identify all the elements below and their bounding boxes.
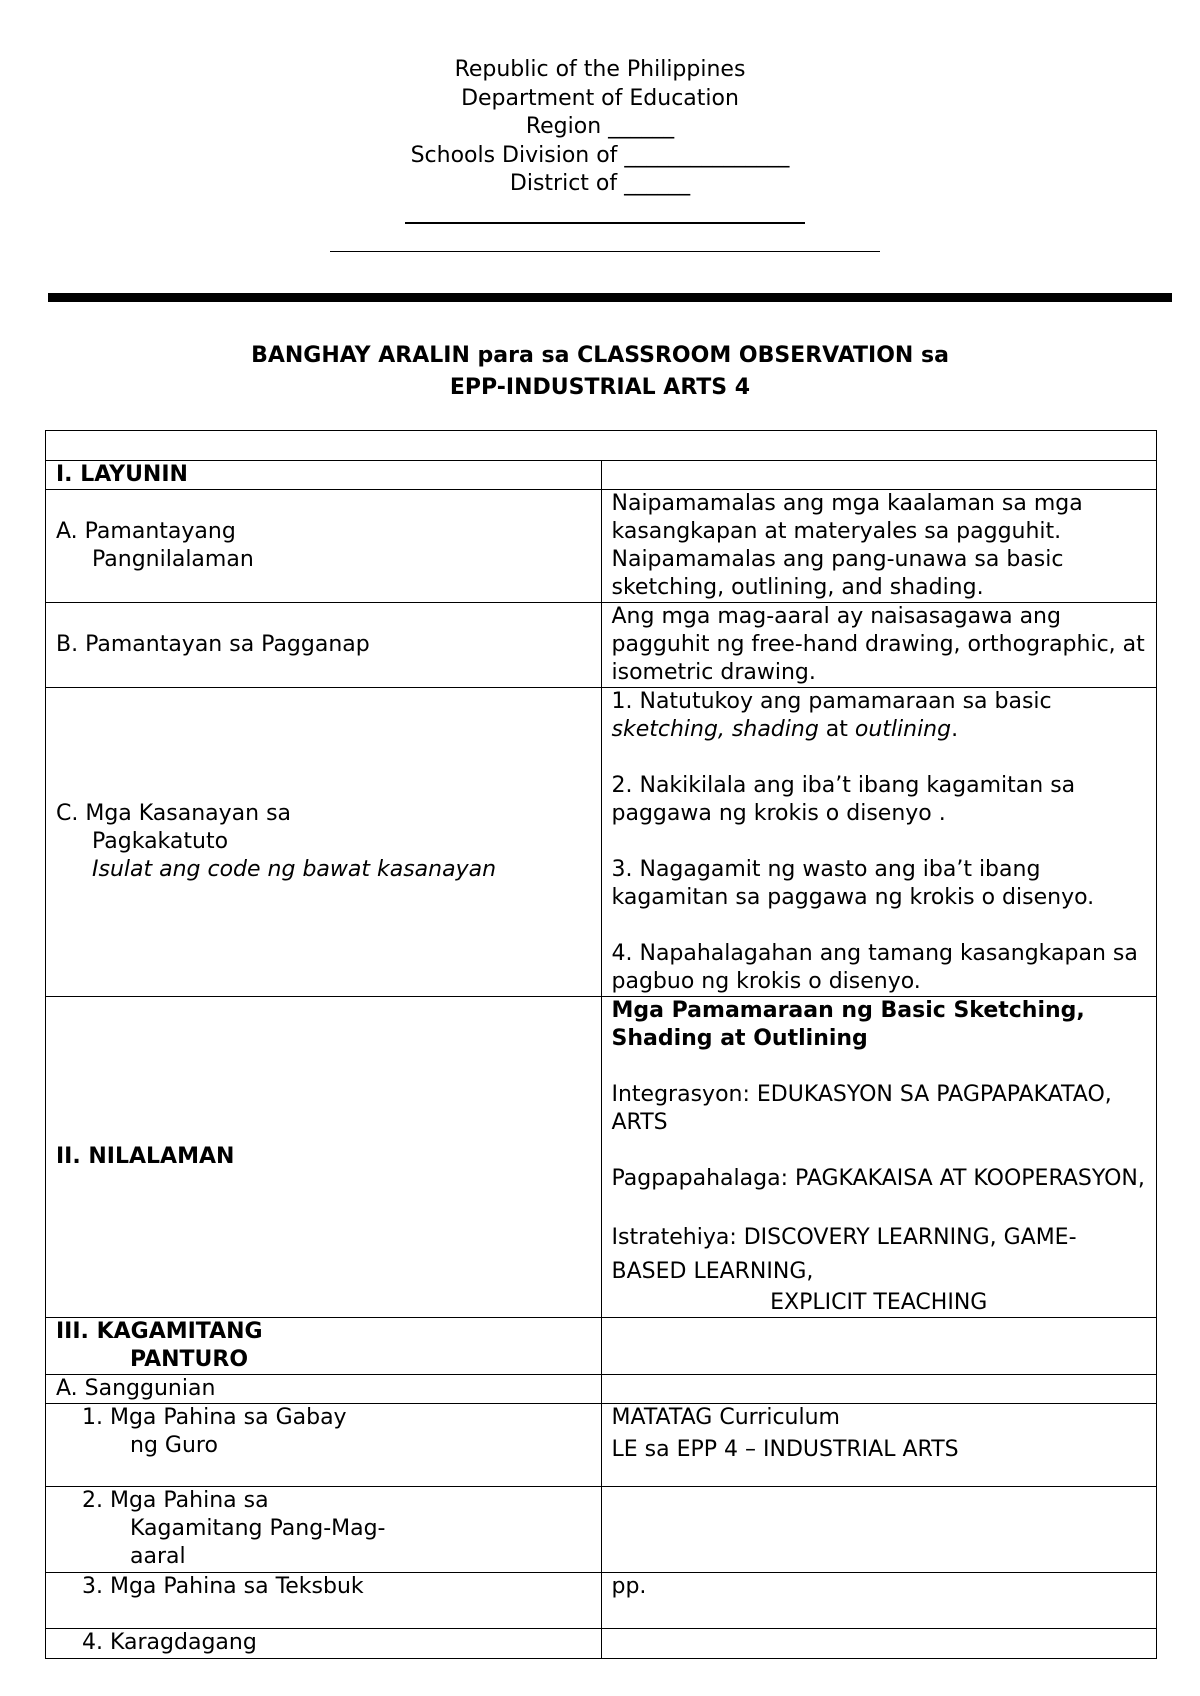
- header-department: Department of Education: [461, 85, 739, 111]
- nilalaman-integrasyon: Integrasyon: EDUKASYON SA PAGPAPAKATAO, ARTS: [611, 1082, 1112, 1135]
- table-row-pamantayan-sa-pagganap: [46, 603, 1157, 688]
- table-row-kagamitang-pang-mag-aaral: [46, 1487, 1157, 1573]
- pamantayan-sa-pagganap-label: B. Pamantayan sa Pagganap: [46, 603, 602, 688]
- header-district: District of ______: [509, 171, 691, 196]
- header-schools-division: Schools Division of _______________: [410, 142, 790, 168]
- nilalaman-label: II. NILALAMAN: [46, 997, 602, 1318]
- kasanayan-item-1: 1. Natutukoy ang pamamaraan sa basic sketching, shading at outlining.: [611, 689, 1052, 742]
- pamantayang-pangnilalaman-content: Naipamamalas ang mga kaalaman sa mga kasangkapan at materyales sa pagguhit. Naipamamalas ang pang-unawa sa basic sketching, outlining, and shading.: [601, 490, 1157, 603]
- nilalaman-title: Mga Pamamaraan ng Basic Sketching, Shading at Outlining: [611, 998, 1085, 1051]
- document-header: [0, 56, 1200, 199]
- nilalaman-istratehiya: Istratehiya: DISCOVERY LEARNING, GAME-BASED LEARNING,: [611, 1225, 1077, 1284]
- table-row-pamantayang-pangnilalaman: [46, 490, 1157, 603]
- kagamitang-pang-mag-aaral-label: 2. Mga Pahina sa Kagamitang Pang-Mag- aaral: [46, 1487, 602, 1573]
- kasanayan-label: C. Mga Kasanayan sa Pagkakatuto Isulat ang code ng bawat kasanayan: [46, 688, 602, 997]
- kasanayan-item-3: 3. Nagagamit ng wasto ang iba’t ibang kagamitan sa paggawa ng krokis o disenyo.: [611, 857, 1095, 910]
- header-republic: Republic of the Philippines: [454, 57, 746, 82]
- lesson-plan-table: [45, 430, 1157, 1659]
- kagamitang-panturo-label: III. KAGAMITANG PANTURO: [46, 1318, 602, 1375]
- layunin-label: I. LAYUNIN: [46, 461, 602, 490]
- table-row-kasanayan: [46, 688, 1157, 997]
- table-row-gabay-ng-guro: [46, 1404, 1157, 1487]
- nilalaman-explicit-teaching: EXPLICIT TEACHING: [770, 1290, 988, 1315]
- kasanayan-content: [601, 688, 1157, 997]
- kasanayan-item-2: 2. Nakikilala ang iba’t ibang kagamitan sa paggawa ng krokis o disenyo .: [611, 773, 1076, 826]
- table-row-nilalaman: [46, 997, 1157, 1318]
- teksbuk-content: pp.: [601, 1573, 1157, 1629]
- karagdagang-label: 4. Karagdagang: [46, 1629, 602, 1659]
- header-region: Region ______: [525, 114, 675, 139]
- nilalaman-content: [601, 997, 1157, 1318]
- title-line-1: BANGHAY ARALIN para sa CLASSROOM OBSERVATION sa: [251, 343, 949, 368]
- table-row-teksbuk: [46, 1573, 1157, 1629]
- pamantayan-sa-pagganap-content: Ang mga mag-aaral ay naisasagawa ang pagguhit ng free-hand drawing, orthographic, at isometric drawing.: [601, 603, 1157, 688]
- table-row-kagamitang-panturo: [46, 1318, 1157, 1375]
- gabay-ng-guro-content: MATATAG Curriculum LE sa EPP 4 – INDUSTRIAL ARTS: [601, 1404, 1157, 1487]
- table-row-blank: [46, 431, 1157, 461]
- signature-line-school: [405, 222, 805, 224]
- signature-line-address: [330, 251, 880, 252]
- kasanayan-item-4: 4. Napahalagahan ang tamang kasangkapan sa pagbuo ng krokis o disenyo.: [611, 941, 1138, 994]
- teksbuk-label: 3. Mga Pahina sa Teksbuk: [46, 1573, 602, 1629]
- sanggunian-label: A. Sanggunian: [46, 1375, 602, 1404]
- header-divider: [48, 293, 1172, 302]
- page-title: [0, 340, 1200, 404]
- title-line-2: EPP-INDUSTRIAL ARTS 4: [449, 375, 751, 400]
- table-row-sanggunian: [46, 1375, 1157, 1404]
- nilalaman-pagpapahalaga: Pagpapahalaga: PAGKAKAISA AT KOOPERASYON,: [611, 1166, 1145, 1191]
- table-row-karagdagang: [46, 1629, 1157, 1659]
- table-row-layunin: [46, 461, 1157, 490]
- pamantayang-pangnilalaman-label: A. Pamantayang Pangnilalaman: [46, 490, 602, 603]
- gabay-ng-guro-label: 1. Mga Pahina sa Gabay ng Guro: [46, 1404, 602, 1487]
